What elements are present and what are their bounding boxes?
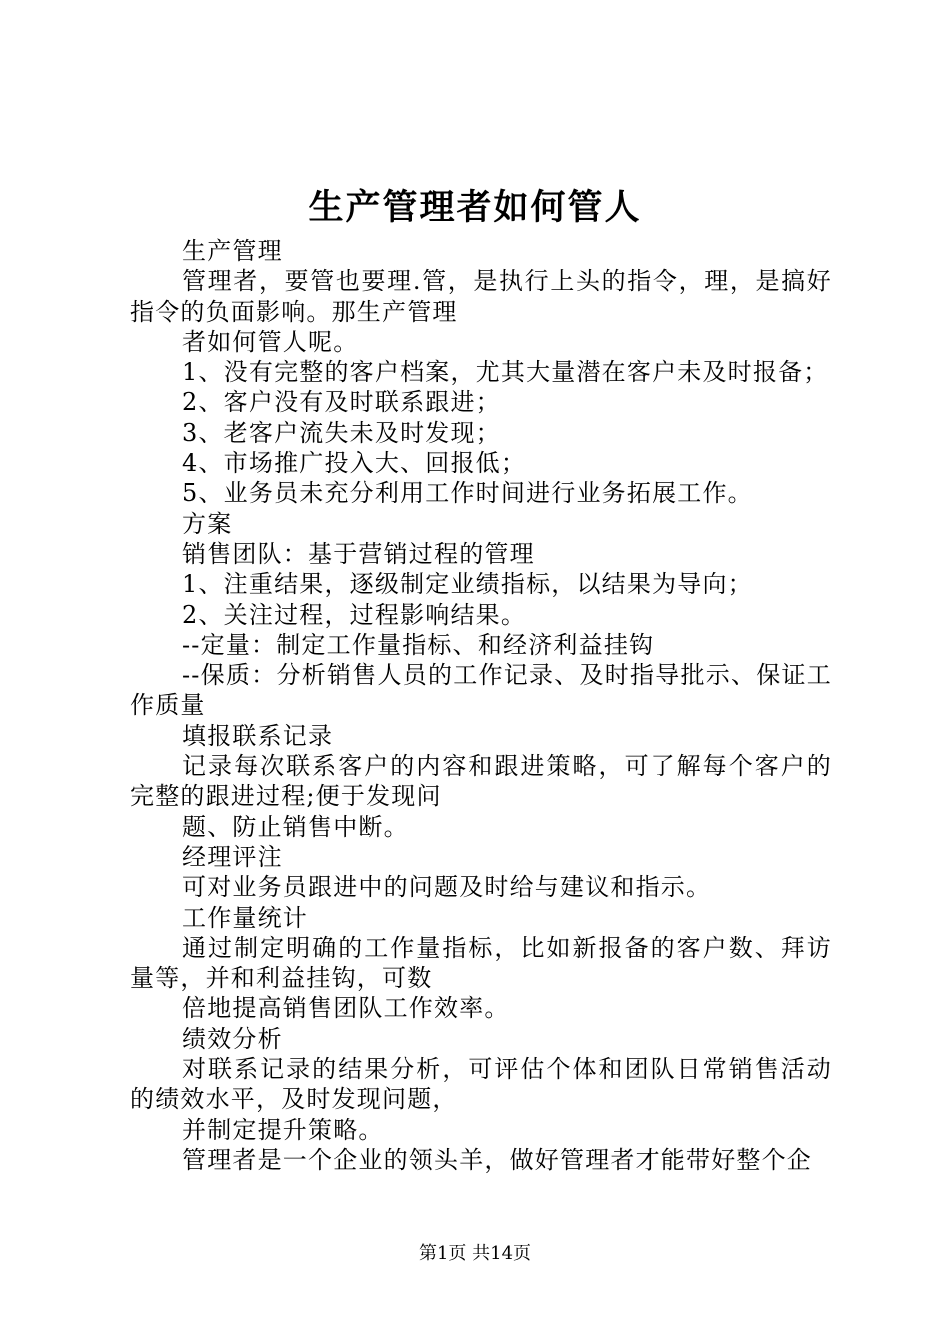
paragraph: 可对业务员跟进中的问题及时给与建议和指示。 [182, 873, 712, 902]
paragraph: 并制定提升策略。 [182, 1115, 384, 1144]
page-footer: 第1页 共14页 [418, 1243, 532, 1264]
paragraph: 5、业务员未充分利用工作时间进行业务拓展工作。 [182, 479, 753, 508]
paragraph: 工作量统计 [182, 903, 308, 932]
paragraph: 方案 [182, 509, 233, 538]
paragraph: 对联系记录的结果分析，可评估个体和团队日常销售活动的绩效水平，及时发现问题， [130, 1055, 832, 1114]
paragraph: 经理评注 [182, 842, 283, 871]
paragraph: 2、关注过程，过程影响结果。 [182, 600, 527, 629]
paragraph: --定量：制定工作量指标、和经济利益挂钩 [182, 630, 655, 659]
paragraph: 填报联系记录 [182, 721, 334, 750]
page-title: 生产管理者如何管人 [308, 187, 642, 228]
paragraph: 倍地提高销售团队工作效率。 [182, 994, 510, 1023]
paragraph: --保质：分析销售人员的工作记录、及时指导批示、保证工作质量 [130, 661, 832, 720]
paragraph: 1、没有完整的客户档案，尤其大量潜在客户未及时报备； [182, 358, 829, 387]
paragraph: 者如何管人呢。 [182, 327, 359, 356]
paragraph: 1、注重结果，逐级制定业绩指标，以结果为导向； [182, 570, 753, 599]
paragraph: 4、市场推广投入大、回报低； [182, 449, 527, 478]
paragraph: 管理者是一个企业的领头羊，做好管理者才能带好整个企 [182, 1145, 812, 1174]
paragraph: 生产管理 [182, 237, 283, 265]
paragraph: 2、客户没有及时联系跟进； [182, 388, 501, 417]
paragraph: 记录每次联系客户的内容和跟进策略，可了解每个客户的完整的跟进过程;便于发现问 [130, 752, 832, 811]
document-body [130, 236, 832, 1175]
paragraph: 销售团队：基于营销过程的管理 [182, 539, 535, 568]
paragraph: 3、老客户流失未及时发现； [182, 418, 501, 447]
paragraph: 绩效分析 [182, 1024, 283, 1053]
paragraph: 题、防止销售中断。 [182, 812, 409, 841]
paragraph: 管理者，要管也要理.管，是执行上头的指令，理，是搞好指令的负面影响。那生产管理 [130, 267, 832, 326]
paragraph: 通过制定明确的工作量指标，比如新报备的客户数、拜访量等，并和利益挂钩，可数 [130, 933, 832, 993]
